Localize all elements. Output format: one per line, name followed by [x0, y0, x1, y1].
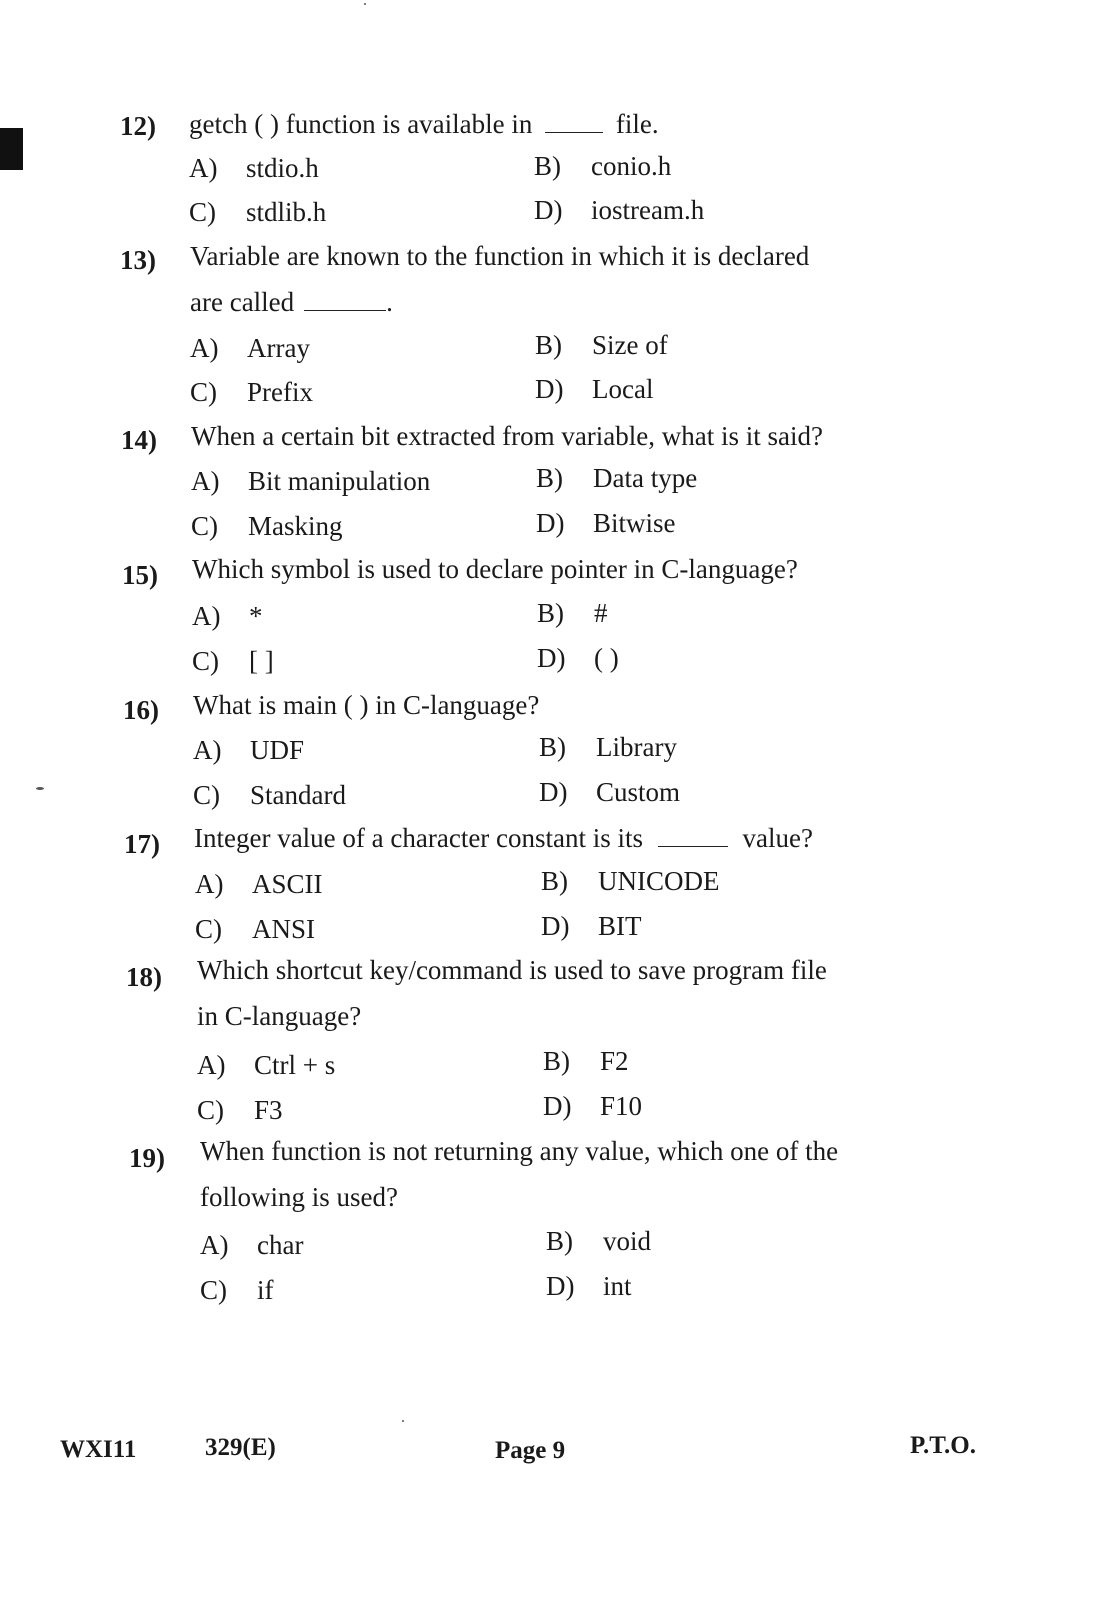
option-a: A) Ctrl + s — [197, 1050, 336, 1080]
option-c: C) Prefix — [190, 377, 313, 407]
option-a: A) * — [192, 601, 263, 631]
question-number: 17) — [124, 829, 160, 859]
option-c: C) if — [200, 1275, 274, 1305]
answer-blank — [545, 110, 603, 133]
option-a: A) Bit manipulation — [191, 466, 431, 496]
option-a: A) UDF — [193, 735, 305, 765]
footer-pto: P.T.O. — [910, 1432, 976, 1459]
option-b: B) UNICODE — [541, 866, 720, 896]
question-text: Which symbol is used to declare pointer in C-language? — [192, 554, 798, 584]
option-d: D) F10 — [543, 1091, 643, 1121]
option-b: B) Library — [539, 732, 677, 762]
option-b: B) void — [546, 1226, 652, 1256]
question-number: 12) — [120, 111, 156, 141]
option-a: A) ASCII — [195, 869, 323, 899]
question-text: What is main ( ) in C-language? — [193, 690, 540, 720]
question-number: 19) — [129, 1143, 165, 1173]
option-d: D) iostream.h — [534, 195, 705, 225]
question-number: 15) — [122, 560, 158, 590]
option-d: D) int — [546, 1271, 632, 1301]
option-c: C) [ ] — [192, 646, 274, 676]
footer-page-number: Page 9 — [495, 1437, 566, 1464]
question-text: Which shortcut key/command is used to save program file in C-language? — [197, 955, 827, 1031]
scan-speck — [402, 1420, 404, 1422]
option-a: A) stdio.h — [189, 153, 319, 183]
option-b: B) Size of — [535, 330, 668, 360]
option-b: B) conio.h — [534, 151, 672, 181]
option-d: D) Custom — [539, 777, 681, 807]
option-c: C) Standard — [193, 780, 346, 810]
option-a: A) char — [200, 1230, 304, 1260]
question-text: When a certain bit extracted from variable, what is it said? — [191, 421, 823, 451]
option-b: B) # — [537, 598, 608, 628]
question-number: 14) — [121, 425, 157, 455]
option-d: D) Local — [535, 374, 654, 404]
option-c: C) F3 — [197, 1095, 283, 1125]
question-number: 16) — [123, 695, 159, 725]
registration-mark — [0, 128, 23, 170]
question-text: Variable are known to the function in which it is declared are called . — [190, 241, 810, 317]
option-d: D) ( ) — [537, 643, 619, 673]
answer-blank — [304, 288, 386, 311]
question-text: Integer value of a character constant is its value? — [194, 823, 813, 853]
option-d: D) Bitwise — [536, 508, 676, 538]
option-b: B) F2 — [543, 1046, 629, 1076]
scan-speck — [36, 787, 44, 790]
option-d: D) BIT — [541, 911, 642, 941]
scan-speck — [364, 3, 366, 5]
question-text: When function is not returning any value, which one of the following is used? — [200, 1136, 839, 1212]
option-c: C) stdlib.h — [189, 197, 327, 227]
footer-paper-code: 329(E) — [205, 1434, 276, 1461]
option-b: B) Data type — [536, 463, 698, 493]
question-number: 18) — [126, 962, 162, 992]
option-c: C) ANSI — [195, 914, 316, 944]
footer-code: WXI11 — [60, 1436, 137, 1463]
question-number: 13) — [120, 245, 156, 275]
option-a: A) Array — [190, 333, 310, 363]
question-text: getch ( ) function is available in file. — [189, 109, 659, 139]
option-c: C) Masking — [191, 511, 343, 541]
answer-blank — [658, 824, 728, 847]
